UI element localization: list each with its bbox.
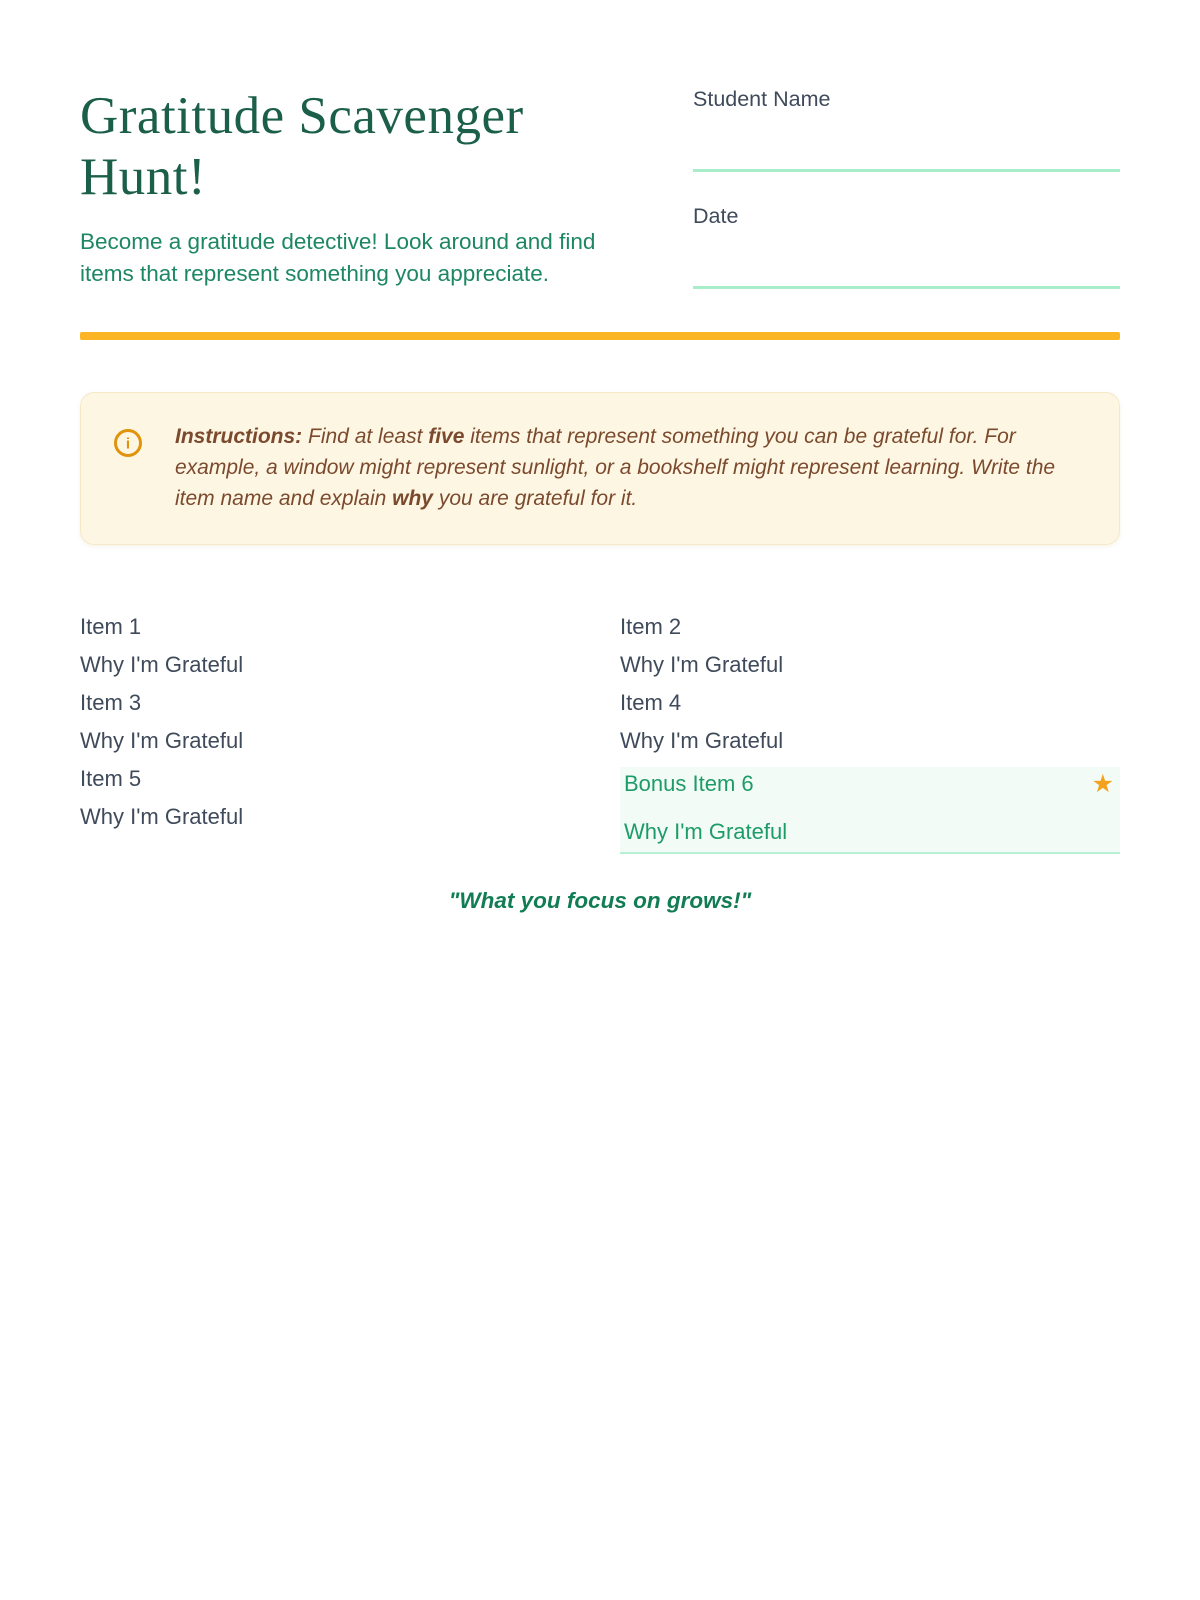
date-label: Date bbox=[693, 204, 739, 228]
instructions-segment: items that represent something you can be grateful for. For example, a window might represent sunlight, or a bookshelf might represent learning. Write the item name and explain bbox=[175, 425, 1056, 511]
star-icon: ★ bbox=[1091, 769, 1114, 799]
student-name-input-line[interactable] bbox=[693, 169, 1120, 172]
instructions-emphasis-why: why bbox=[392, 487, 433, 511]
instructions-emphasis-five: five bbox=[428, 425, 465, 449]
item-3-why-label: Why I'm Grateful bbox=[80, 728, 244, 754]
item-5-why-label: Why I'm Grateful bbox=[80, 804, 244, 830]
info-icon-glyph: i bbox=[125, 435, 131, 453]
bonus-item-row bbox=[624, 769, 1114, 799]
header-left bbox=[80, 86, 640, 290]
quote: "What you focus on grows!" bbox=[448, 888, 752, 914]
student-name-label: Student Name bbox=[693, 87, 831, 111]
subtitle: Become a gratitude detective! Look around and find items that represent something you appreciate. bbox=[80, 228, 596, 287]
item-1-label: Item 1 bbox=[80, 614, 142, 640]
items-column-right bbox=[620, 615, 1120, 854]
item-5-label: Item 5 bbox=[80, 766, 142, 792]
page-title: Gratitude Scavenger Hunt! bbox=[80, 87, 524, 207]
info-icon bbox=[114, 429, 142, 457]
bonus-item-label: Bonus Item 6 bbox=[624, 771, 754, 797]
instructions-segment: you are grateful for it. bbox=[432, 487, 638, 511]
bonus-block bbox=[620, 767, 1120, 854]
item-4-why-label: Why I'm Grateful bbox=[620, 728, 784, 754]
item-2-label: Item 2 bbox=[620, 614, 682, 640]
items-grid bbox=[80, 615, 1120, 854]
header bbox=[80, 86, 1120, 290]
item-3-label: Item 3 bbox=[80, 690, 142, 716]
student-name-field bbox=[693, 87, 1120, 172]
item-4-label: Item 4 bbox=[620, 690, 682, 716]
bonus-why-label[interactable]: Why I'm Grateful bbox=[624, 819, 788, 845]
instructions-text bbox=[175, 421, 1065, 514]
item-1-why-label: Why I'm Grateful bbox=[80, 652, 244, 678]
instructions-box bbox=[80, 392, 1120, 545]
item-2-why-label: Why I'm Grateful bbox=[620, 652, 784, 678]
section-divider bbox=[80, 332, 1120, 340]
header-fields bbox=[693, 86, 1120, 289]
date-input-line[interactable] bbox=[693, 286, 1120, 289]
instructions-segment: Find at least bbox=[302, 425, 429, 449]
items-column-left bbox=[80, 615, 620, 854]
date-field bbox=[693, 204, 1120, 289]
instructions-prefix: Instructions: bbox=[175, 425, 303, 449]
